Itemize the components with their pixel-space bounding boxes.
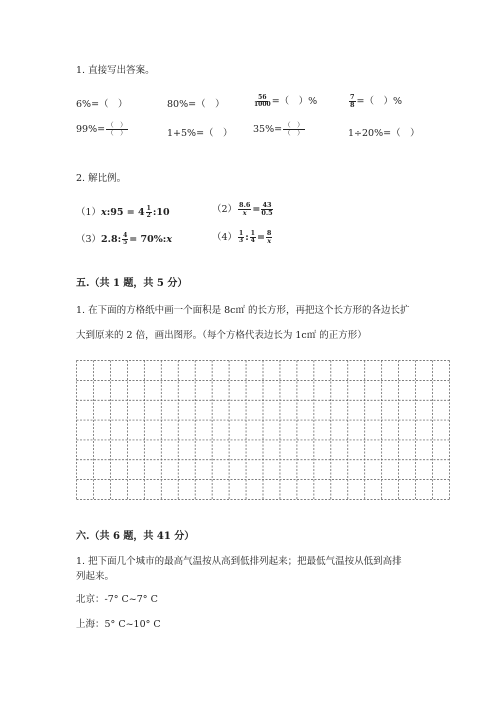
square-grid[interactable] xyxy=(76,360,450,500)
proportion-4: （4） $\frac{1}{3}$ : $\frac{1}{4}$ = $\frac{8}{x}$ xyxy=(212,229,272,245)
fraction: $\frac{( )}{( )}$ xyxy=(284,121,304,137)
fraction: $\frac{8.6}{x}$ xyxy=(239,201,251,217)
fraction: $\frac{( )}{( )}$ xyxy=(107,121,127,137)
proportion-1: （1）x:95 = 4 $\frac{1}{2}$ :10 xyxy=(76,204,170,219)
q2-title: 2. 解比例。 xyxy=(76,173,127,184)
q1-item-3: $\frac{56}{1000}$ =（ ）% xyxy=(254,93,318,108)
fraction: $\frac{1}{2}$ xyxy=(146,204,151,219)
fraction: $\frac{56}{1000}$ xyxy=(254,93,271,108)
section-6-heading: 六.（共 6 题，共 41 分） xyxy=(76,531,195,542)
fraction: $\frac{7}{8}$ xyxy=(350,93,355,109)
q1-item-8: 1÷20%=（ ） xyxy=(348,128,420,139)
q1-item-6: 1+5%=（ ） xyxy=(167,128,233,139)
section-5-line-2: 大到原来的 2 倍，画出图形。（每个方格代表边长为 1c㎡ 的正方形） xyxy=(76,330,367,341)
q1-item-7: 35%= $\frac{( )}{( )}$ xyxy=(253,121,304,137)
city-shanghai: 上海：5° C~10° C xyxy=(76,619,161,630)
fraction: $\frac{1}{3}$ xyxy=(239,229,244,244)
q1-item-2: 80%=（ ） xyxy=(167,99,225,110)
q1-item-5: 99%= $\frac{( )}{( )}$ xyxy=(76,121,127,137)
city-beijing: 北京：-7° C~7° C xyxy=(76,594,158,605)
q1-title: 1. 直接写出答案。 xyxy=(76,65,155,76)
proportion-3: （3）2.8: $\frac{4}{5}$ = 70%:x xyxy=(76,231,172,246)
section-6-line-2: 列起来。 xyxy=(76,571,115,582)
proportion-2: （2） $\frac{8.6}{x}$ = $\frac{43}{0.5}$ xyxy=(212,201,273,217)
section-6-line-1: 1. 把下面几个城市的最高气温按从高到低排列起来；把最低气温按从低到高排 xyxy=(76,556,402,567)
fraction: $\frac{43}{0.5}$ xyxy=(261,201,273,217)
section-5-line-1: 1. 在下面的方格纸中画一个面积是 8c㎡ 的长方形，再把这个长方形的各边长扩 xyxy=(76,305,410,316)
fraction: $\frac{4}{5}$ xyxy=(123,231,128,246)
q1-item-1: 6%=（ ） xyxy=(76,99,128,110)
q1-item-4: $\frac{7}{8}$ =（ ）% xyxy=(350,93,403,109)
fraction: $\frac{1}{4}$ xyxy=(250,229,255,244)
section-5-heading: 五.（共 1 题，共 5 分） xyxy=(76,278,188,289)
fraction: $\frac{8}{x}$ xyxy=(266,229,272,245)
